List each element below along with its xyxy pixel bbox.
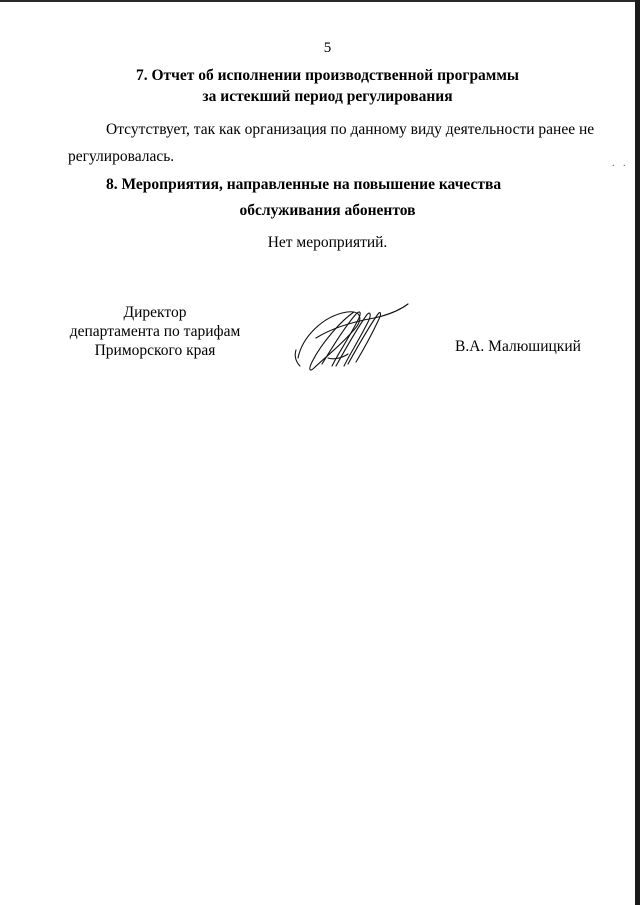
section-8-text: Нет мероприятий. bbox=[267, 234, 388, 251]
section-8-title-line-2: обслуживания абонентов bbox=[239, 202, 416, 219]
handwritten-signature bbox=[292, 298, 412, 376]
signatory-name: В.А. Малюшицкий bbox=[455, 338, 581, 355]
scan-top-edge bbox=[0, 0, 640, 2]
section-7-title-line-2: за истекший период регулирования bbox=[202, 88, 453, 105]
section-7-text-line-2: регулировалась. bbox=[68, 148, 175, 165]
section-7-text-line-1: Отсутствует, так как организация по данному виду деятельности ранее не bbox=[106, 121, 595, 138]
signatory-position-line-1: Директор bbox=[123, 304, 187, 321]
section-8-title-line-1: 8. Мероприятия, направленные на повышение качества bbox=[106, 176, 502, 193]
signatory-position-line-2: департамента по тарифам bbox=[69, 323, 241, 340]
scan-speck: . . bbox=[612, 158, 629, 169]
signatory-position-line-3: Приморского края bbox=[94, 342, 216, 359]
page-number: 5 bbox=[323, 40, 332, 56]
signatory-position bbox=[60, 303, 250, 360]
section-7-title-line-1: 7. Отчет об исполнении производственной программы bbox=[135, 67, 520, 84]
scan-right-edge bbox=[635, 0, 640, 905]
